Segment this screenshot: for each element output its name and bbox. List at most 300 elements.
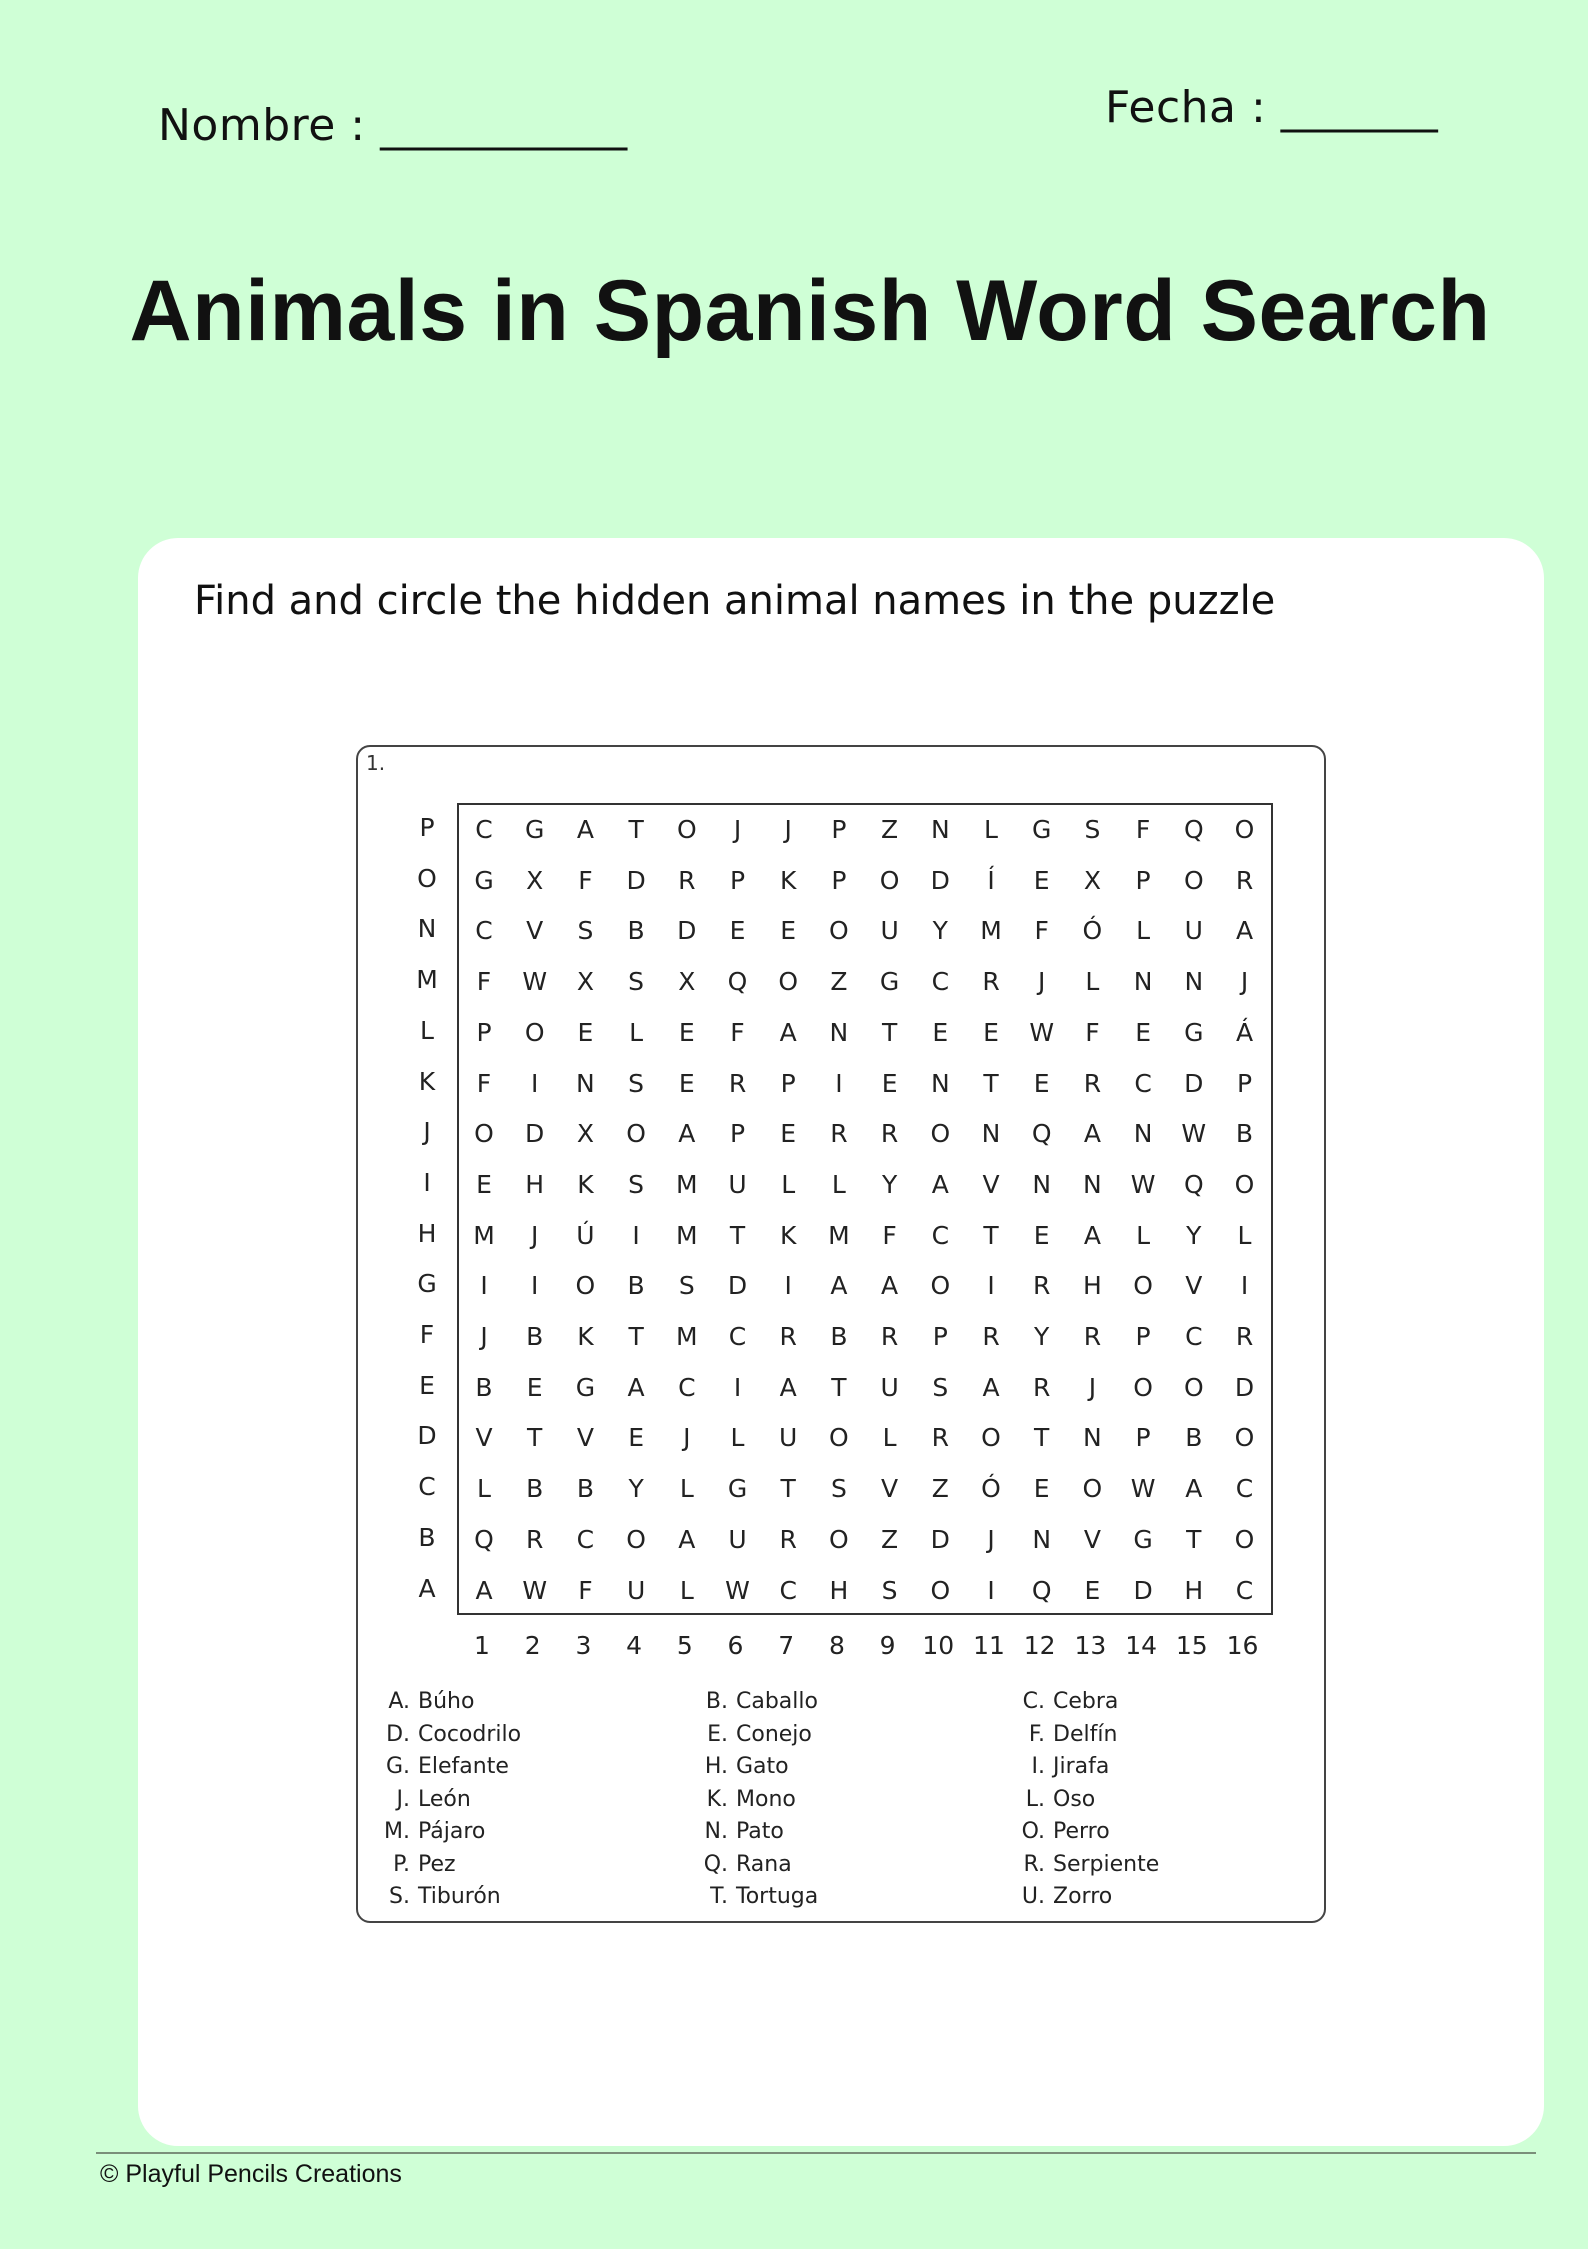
grid-cell[interactable]: P [831, 815, 847, 844]
grid-cell[interactable]: Y [628, 1474, 644, 1504]
grid-cell[interactable]: W [1130, 1474, 1156, 1504]
grid-cell[interactable]: O [930, 1575, 951, 1605]
grid-cell[interactable]: E [1033, 1068, 1050, 1098]
grid-cell[interactable]: G [879, 967, 900, 997]
grid-cell[interactable]: Ó [1082, 916, 1103, 946]
grid-cell[interactable]: O [981, 1423, 1001, 1453]
grid-cell[interactable]: B [1235, 1119, 1254, 1149]
grid-cell[interactable]: J [683, 1423, 691, 1453]
row-label: P [419, 813, 435, 842]
grid-cell[interactable]: G [727, 1474, 748, 1504]
grid-cell[interactable]: S [678, 1271, 695, 1301]
grid-cell[interactable]: C [931, 967, 950, 997]
grid-cell[interactable]: A [1185, 1474, 1203, 1504]
grid-cell[interactable]: Z [881, 1524, 899, 1554]
grid-cell[interactable]: I [531, 1271, 539, 1301]
grid-cell[interactable]: E [577, 1017, 594, 1047]
grid-cell[interactable]: P [780, 1068, 796, 1098]
word-name: Pájaro [418, 1819, 486, 1844]
grid-cell[interactable]: X [526, 865, 544, 895]
grid-cell[interactable]: T [780, 1474, 796, 1504]
grid-cell[interactable]: S [830, 1474, 847, 1504]
grid-cell[interactable]: E [1084, 1575, 1101, 1605]
grid-cell[interactable]: I [987, 1271, 995, 1301]
grid-cell[interactable]: F [578, 865, 593, 895]
grid-cell[interactable]: C [728, 1322, 747, 1351]
grid-cell[interactable]: M [676, 1169, 698, 1199]
grid-cell[interactable]: I [784, 1271, 792, 1301]
grid-cell[interactable]: P [1236, 1068, 1253, 1098]
word-list-item [378, 1884, 501, 1909]
name-field-label: Nombre : ___________ [158, 100, 628, 151]
grid-cell[interactable]: G [1032, 815, 1052, 844]
grid-cell[interactable]: O [1133, 1271, 1153, 1301]
grid-cell[interactable]: K [577, 1322, 594, 1351]
grid-cell[interactable]: T [831, 1372, 847, 1402]
grid-cell[interactable]: N [981, 1119, 1001, 1149]
grid-cell[interactable]: J [987, 1524, 995, 1554]
word-list-item [696, 1722, 812, 1747]
grid-cell[interactable]: Q [1183, 1169, 1204, 1199]
grid-cell[interactable]: R [526, 1524, 544, 1554]
grid-cell[interactable]: O [626, 1119, 646, 1149]
grid-cell[interactable]: T [1034, 1423, 1050, 1453]
grid-cell[interactable]: C [1235, 1575, 1254, 1605]
grid-cell[interactable]: P [729, 865, 746, 895]
grid-cell[interactable]: S [1084, 815, 1101, 844]
grid-cell[interactable]: O [930, 1119, 951, 1149]
grid-cell[interactable]: Q [1031, 1119, 1052, 1149]
grid-cell[interactable]: O [930, 1271, 951, 1301]
grid-cell[interactable]: R [1235, 1322, 1254, 1351]
grid-cell[interactable]: W [1181, 1119, 1207, 1149]
grid-cell[interactable]: E [678, 1017, 695, 1047]
grid-cell[interactable]: T [983, 1220, 999, 1250]
grid-cell[interactable]: T [881, 1017, 898, 1047]
grid-cell[interactable]: E [932, 1017, 949, 1047]
word-name: Elefante [418, 1754, 509, 1779]
grid-cell[interactable]: O [676, 815, 697, 844]
grid-cell[interactable]: P [1135, 1423, 1151, 1453]
grid-cell[interactable]: Í [987, 865, 995, 895]
grid-cell[interactable]: I [1240, 1271, 1249, 1301]
grid-cell[interactable]: L [781, 1169, 796, 1199]
grid-cell[interactable]: W [522, 967, 548, 997]
grid-cell[interactable]: B [830, 1322, 848, 1351]
page-title: Animals in Spanish Word Search [129, 263, 1491, 359]
grid-cell[interactable]: L [1237, 1220, 1252, 1250]
grid-cell[interactable]: Q [474, 1524, 494, 1554]
grid-cell[interactable]: G [474, 865, 494, 895]
grid-cell[interactable]: O [575, 1271, 596, 1301]
column-label: 13 [1074, 1631, 1107, 1660]
grid-cell[interactable]: M [676, 1322, 698, 1351]
grid-cell[interactable]: E [780, 1119, 797, 1149]
grid-cell[interactable]: A [779, 1372, 797, 1402]
grid-cell[interactable]: L [984, 815, 998, 844]
grid-cell[interactable]: C [475, 815, 493, 844]
grid-cell[interactable]: D [930, 1524, 950, 1554]
grid-cell[interactable]: P [831, 865, 847, 895]
grid-cell[interactable]: N [1032, 1524, 1052, 1554]
grid-cell[interactable]: R [728, 1068, 747, 1098]
grid-cell[interactable]: O [829, 1423, 849, 1453]
grid-cell[interactable]: G [525, 815, 545, 844]
grid-cell[interactable]: I [733, 1372, 742, 1402]
grid-cell[interactable]: F [1135, 815, 1151, 844]
word-letter: L. [1025, 1786, 1045, 1812]
grid-cell[interactable]: P [476, 1017, 492, 1047]
grid-cell[interactable]: R [931, 1423, 949, 1453]
grid-cell[interactable]: C [576, 1524, 595, 1554]
grid-cell[interactable]: R [982, 1322, 1000, 1351]
footer-divider [96, 2152, 1536, 2154]
grid-cell[interactable]: O [879, 865, 900, 895]
grid-cell[interactable]: L [831, 1169, 846, 1199]
grid-cell[interactable]: C [1235, 1474, 1254, 1504]
grid-cell[interactable]: I [987, 1575, 995, 1605]
grid-cell[interactable]: R [1235, 865, 1254, 895]
grid-cell[interactable]: J [480, 1322, 488, 1351]
grid-cell[interactable]: Y [881, 1169, 898, 1199]
grid-cell[interactable]: X [678, 967, 696, 997]
grid-cell[interactable]: O [778, 967, 799, 997]
grid-cell[interactable]: D [1184, 1068, 1204, 1098]
grid-cell[interactable]: L [1136, 1220, 1151, 1250]
grid-cell[interactable]: E [780, 916, 797, 946]
grid-cell[interactable]: J [531, 1220, 539, 1250]
grid-cell[interactable]: V [1083, 1524, 1101, 1554]
word-name: Gato [736, 1754, 789, 1779]
grid-cell[interactable]: C [931, 1220, 950, 1250]
grid-cell[interactable]: T [983, 1068, 999, 1098]
word-name: Cocodrilo [418, 1721, 522, 1747]
row-label: K [418, 1066, 436, 1096]
grid-cell[interactable]: R [1083, 1322, 1102, 1351]
word-list-item [1013, 1787, 1095, 1812]
grid-cell[interactable]: L [882, 1423, 897, 1453]
grid-cell[interactable]: V [475, 1423, 493, 1453]
grid-cell[interactable]: C [1185, 1322, 1203, 1351]
grid-cell[interactable]: J [1088, 1372, 1097, 1402]
grid-cell[interactable]: C [779, 1575, 797, 1605]
grid-cell[interactable]: S [628, 967, 645, 997]
word-list-item [1013, 1754, 1109, 1779]
grid-cell[interactable]: A [475, 1575, 493, 1605]
grid-cell[interactable]: E [881, 1068, 898, 1098]
grid-cell[interactable]: H [1184, 1575, 1204, 1605]
grid-cell[interactable]: U [880, 1372, 899, 1402]
grid-cell[interactable]: A [678, 1119, 696, 1149]
grid-cell[interactable]: W [1029, 1017, 1055, 1047]
grid-cell[interactable]: F [476, 967, 492, 997]
grid-cell[interactable]: Z [881, 815, 899, 844]
grid-cell[interactable]: K [779, 1220, 797, 1250]
grid-cell[interactable]: U [1184, 916, 1203, 946]
grid-cell[interactable]: I [531, 1068, 539, 1098]
grid-cell[interactable]: L [679, 1474, 694, 1504]
grid-cell[interactable]: O [1183, 1372, 1204, 1402]
grid-cell[interactable]: U [728, 1524, 747, 1554]
grid-cell[interactable]: F [1034, 916, 1049, 946]
grid-cell[interactable]: H [525, 1169, 545, 1199]
grid-cell[interactable]: S [932, 1372, 949, 1402]
grid-cell[interactable]: J [733, 815, 742, 844]
grid-cell[interactable]: Q [727, 967, 748, 997]
word-list-item [378, 1787, 471, 1812]
grid-cell[interactable]: N [1083, 1169, 1102, 1199]
grid-cell[interactable]: F [476, 1068, 492, 1098]
grid-cell[interactable]: A [1235, 916, 1254, 946]
row-label: A [418, 1573, 436, 1603]
grid-cell[interactable]: A [576, 815, 594, 844]
grid-cell[interactable]: R [779, 1322, 797, 1351]
word-list-item [378, 1819, 485, 1844]
grid-cell[interactable]: V [881, 1474, 899, 1504]
grid-cell[interactable]: S [628, 1068, 645, 1098]
word-letter: U. [1021, 1884, 1045, 1909]
grid-cell[interactable]: J [784, 815, 792, 844]
grid-cell[interactable]: R [880, 1322, 899, 1351]
word-name: Conejo [736, 1721, 812, 1747]
grid-cell[interactable]: Ó [981, 1474, 1001, 1504]
grid-cell[interactable]: O [1234, 1524, 1255, 1554]
grid-cell[interactable]: U [880, 916, 899, 946]
grid-cell[interactable]: E [1033, 1220, 1050, 1250]
grid-cell[interactable]: H [1082, 1271, 1102, 1301]
grid-cell[interactable]: R [1033, 1372, 1051, 1402]
grid-cell[interactable]: G [1133, 1524, 1153, 1554]
grid-cell[interactable]: N [829, 1017, 849, 1047]
grid-cell[interactable]: C [1134, 1068, 1152, 1098]
grid-cell[interactable]: E [678, 1068, 695, 1098]
grid-cell[interactable]: O [1133, 1372, 1153, 1402]
grid-cell[interactable]: O [626, 1524, 646, 1554]
grid-cell[interactable]: L [679, 1575, 694, 1605]
word-list-item [696, 1787, 796, 1812]
grid-cell[interactable]: S [881, 1575, 898, 1605]
grid-cell[interactable]: O [1234, 815, 1255, 844]
word-name: Pez [418, 1851, 456, 1877]
grid-cell[interactable]: U [728, 1169, 747, 1199]
grid-cell[interactable]: O [1234, 1169, 1255, 1199]
grid-cell[interactable]: Q [1183, 815, 1204, 844]
grid-cell[interactable]: Y [1186, 1220, 1202, 1250]
column-label: 8 [828, 1631, 845, 1660]
grid-cell[interactable]: O [1082, 1474, 1103, 1504]
grid-cell[interactable]: G [575, 1372, 596, 1402]
word-letter: P. [393, 1851, 410, 1877]
grid-cell[interactable]: O [524, 1017, 545, 1047]
word-letter: A. [388, 1689, 410, 1714]
grid-cell[interactable]: A [931, 1169, 949, 1199]
grid-cell[interactable]: O [1234, 1423, 1255, 1453]
grid-cell[interactable]: W [522, 1575, 548, 1605]
grid-cell[interactable]: A [779, 1017, 797, 1047]
grid-cell[interactable]: A [982, 1372, 1000, 1402]
word-letter: J. [396, 1786, 410, 1812]
grid-cell[interactable]: O [1183, 865, 1204, 895]
grid-cell[interactable]: A [1083, 1220, 1101, 1250]
grid-cell[interactable]: X [576, 1119, 594, 1149]
row-label: J [423, 1117, 431, 1147]
grid-cell[interactable]: B [526, 1322, 544, 1351]
grid-cell[interactable]: P [1135, 1322, 1151, 1351]
grid-cell[interactable]: L [1085, 967, 1100, 997]
grid-cell[interactable]: R [982, 967, 1000, 997]
grid-cell[interactable]: R [1033, 1271, 1051, 1301]
grid-cell[interactable]: V [576, 1423, 594, 1453]
grid-cell[interactable]: A [1083, 1119, 1101, 1149]
grid-cell[interactable]: B [475, 1372, 493, 1402]
grid-cell[interactable]: L [629, 1017, 644, 1047]
grid-cell[interactable]: P [729, 1119, 746, 1149]
column-label: 5 [676, 1631, 693, 1660]
grid-cell[interactable]: Ú [576, 1220, 595, 1250]
grid-cell[interactable]: U [779, 1423, 798, 1453]
grid-cell[interactable]: Á [1235, 1017, 1254, 1047]
grid-cell[interactable]: E [628, 1423, 644, 1453]
grid-cell[interactable]: D [930, 865, 950, 895]
grid-cell[interactable]: L [477, 1474, 491, 1504]
grid-cell[interactable]: Y [932, 916, 948, 946]
grid-cell[interactable]: F [578, 1575, 593, 1605]
grid-cell[interactable]: E [983, 1017, 999, 1047]
grid-cell[interactable]: Z [931, 1474, 949, 1504]
grid-cell[interactable]: A [830, 1271, 848, 1301]
word-letter: S. [389, 1884, 410, 1909]
grid-cell[interactable]: N [1184, 967, 1204, 997]
grid-cell[interactable]: T [628, 1322, 644, 1351]
grid-cell[interactable]: J [1038, 967, 1046, 997]
grid-cell[interactable]: M [473, 1220, 495, 1250]
row-label: B [418, 1522, 436, 1552]
grid-cell[interactable]: F [730, 1017, 745, 1047]
row-label: E [419, 1370, 435, 1400]
grid-cell[interactable]: B [627, 916, 645, 946]
grid-cell[interactable]: S [577, 916, 594, 946]
grid-cell[interactable]: N [1133, 967, 1153, 997]
grid-cell[interactable]: F [882, 1220, 897, 1250]
grid-cell[interactable]: L [1136, 916, 1151, 946]
grid-cell[interactable]: E [729, 916, 746, 946]
grid-cell[interactable]: Y [1034, 1322, 1050, 1351]
grid-cell[interactable]: N [1083, 1423, 1102, 1453]
grid-cell[interactable]: I [632, 1220, 640, 1250]
grid-cell[interactable]: N [930, 1068, 950, 1098]
grid-cell[interactable]: O [474, 1119, 494, 1149]
word-name: Jirafa [1053, 1754, 1110, 1779]
grid-cell[interactable]: D [1133, 1575, 1153, 1605]
grid-cell[interactable]: T [628, 815, 644, 844]
grid-cell[interactable]: T [729, 1220, 746, 1250]
grid-cell[interactable]: R [779, 1524, 797, 1554]
grid-cell[interactable]: N [1133, 1119, 1153, 1149]
grid-cell[interactable]: Q [1031, 1575, 1052, 1605]
grid-cell[interactable]: R [830, 1119, 848, 1149]
grid-cell[interactable]: V [1185, 1271, 1203, 1301]
grid-cell[interactable]: W [725, 1575, 750, 1605]
grid-cell[interactable]: N [1032, 1169, 1052, 1199]
grid-cell[interactable]: R [678, 865, 696, 895]
grid-cell[interactable]: W [1130, 1169, 1156, 1199]
grid-cell[interactable]: C [678, 1372, 696, 1402]
word-list-item [696, 1852, 792, 1877]
grid-cell[interactable]: X [576, 967, 594, 997]
grid-cell[interactable]: D [1234, 1372, 1255, 1402]
grid-cell[interactable]: V [982, 1169, 1000, 1199]
grid-cell[interactable]: A [881, 1271, 899, 1301]
grid-cell[interactable]: B [576, 1474, 594, 1504]
grid-cell[interactable]: F [1085, 1017, 1100, 1047]
column-label: 9 [879, 1631, 896, 1660]
grid-cell[interactable]: V [526, 916, 544, 946]
grid-cell[interactable]: J [1240, 967, 1249, 997]
grid-cell[interactable]: E [1033, 1474, 1050, 1504]
word-list-item [696, 1689, 818, 1714]
grid-cell[interactable]: D [727, 1271, 748, 1301]
grid-cell[interactable]: M [828, 1220, 850, 1250]
grid-cell[interactable]: T [1186, 1524, 1202, 1554]
grid-cell[interactable]: K [577, 1169, 594, 1199]
grid-cell[interactable]: M [676, 1220, 698, 1250]
grid-cell[interactable]: H [829, 1575, 849, 1605]
grid-cell[interactable]: B [1185, 1423, 1203, 1453]
grid-cell[interactable]: T [527, 1423, 543, 1453]
row-label: I [423, 1167, 431, 1197]
grid-cell[interactable]: P [1135, 865, 1151, 895]
grid-cell[interactable]: A [627, 1372, 645, 1402]
grid-cell[interactable]: Z [830, 967, 848, 997]
grid-cell[interactable]: I [835, 1068, 843, 1098]
grid-cell[interactable]: R [1083, 1068, 1102, 1098]
grid-cell[interactable]: D [626, 865, 646, 895]
grid-cell[interactable]: O [829, 1524, 849, 1554]
grid-cell[interactable]: B [627, 1271, 645, 1301]
grid-cell[interactable]: E [476, 1169, 492, 1199]
column-label: 12 [1023, 1631, 1056, 1660]
word-list-item [378, 1722, 521, 1747]
word-letter: E. [707, 1721, 728, 1747]
grid-cell[interactable]: P [932, 1322, 948, 1351]
grid-cell[interactable]: U [626, 1575, 646, 1605]
grid-cell[interactable]: L [730, 1423, 745, 1453]
grid-cell[interactable]: D [525, 1119, 545, 1149]
grid-cell[interactable]: E [1033, 865, 1050, 895]
grid-cell[interactable]: R [880, 1119, 899, 1149]
grid-cell[interactable]: X [1083, 865, 1101, 895]
word-list-item [696, 1819, 784, 1844]
grid-cell[interactable]: O [829, 916, 849, 946]
word-name: Mono [736, 1786, 796, 1812]
grid-cell[interactable]: E [526, 1372, 543, 1402]
word-list-item [696, 1754, 789, 1779]
word-list-item [1013, 1884, 1112, 1909]
grid-cell[interactable]: C [475, 916, 493, 946]
grid-cell[interactable]: I [480, 1271, 488, 1301]
grid-cell[interactable]: N [576, 1068, 595, 1098]
word-name: Perro [1053, 1819, 1110, 1844]
grid-cell[interactable]: D [677, 916, 697, 946]
grid-cell[interactable]: G [1184, 1017, 1204, 1047]
grid-cell[interactable]: E [1135, 1017, 1151, 1047]
grid-cell[interactable]: M [980, 916, 1002, 946]
grid-cell[interactable]: B [526, 1474, 544, 1504]
grid-cell[interactable]: K [779, 865, 797, 895]
grid-cell[interactable]: A [678, 1524, 696, 1554]
grid-cell[interactable]: N [930, 815, 950, 844]
grid-cell[interactable]: S [628, 1169, 645, 1199]
